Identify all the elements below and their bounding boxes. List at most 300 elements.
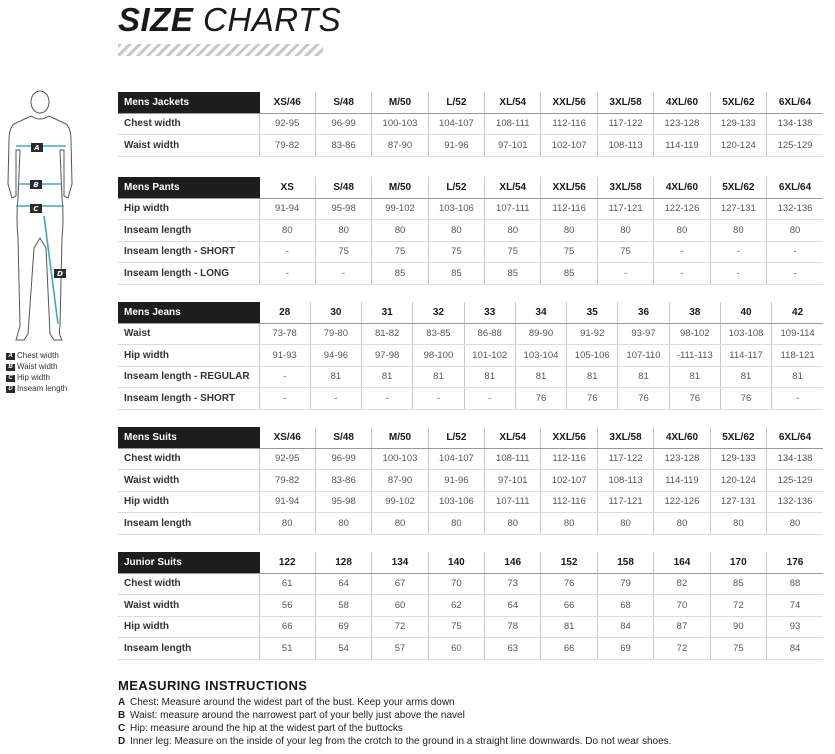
table-cell: 84 — [597, 616, 653, 638]
table-cell: 96-99 — [315, 448, 371, 470]
page-title — [118, 2, 341, 38]
table-cell: 103-106 — [428, 491, 484, 513]
title-hatch-decoration — [118, 44, 323, 56]
column-header: 6XL/64 — [767, 427, 823, 448]
table-cell: 98-100 — [413, 345, 464, 367]
column-header: 3XL/58 — [597, 92, 653, 113]
table-cell: 125-129 — [767, 470, 823, 492]
table-header-row — [118, 427, 823, 448]
row-label: Inseam length — [118, 638, 259, 660]
table-cell: 90 — [710, 616, 766, 638]
table-cell: 85 — [541, 263, 597, 285]
table-cell: 68 — [597, 595, 653, 617]
table-cell: 120-124 — [710, 135, 766, 157]
table-cell: 117-122 — [597, 113, 653, 135]
table-cell: 67 — [372, 573, 428, 595]
table-cell: 66 — [541, 595, 597, 617]
table-header-row — [118, 177, 823, 198]
row-label: Chest width — [118, 448, 259, 470]
table-cell: 83-86 — [315, 135, 371, 157]
marker-b: B — [33, 181, 39, 189]
table-cell: 134-138 — [767, 113, 823, 135]
column-header: 3XL/58 — [597, 177, 653, 198]
table-cell: 102-107 — [541, 135, 597, 157]
table-cell: 91-92 — [567, 323, 618, 345]
table-cell: 63 — [485, 638, 541, 660]
table-cell: 75 — [485, 241, 541, 263]
instruction-item — [118, 696, 818, 709]
table-cell: 85 — [485, 263, 541, 285]
table-cell: 74 — [767, 595, 823, 617]
column-header: 4XL/60 — [654, 177, 710, 198]
table-cell: 104-107 — [428, 113, 484, 135]
table-cell: 97-101 — [485, 470, 541, 492]
size-table-mens-suits — [118, 427, 823, 535]
column-header: 33 — [464, 302, 515, 323]
column-header: 5XL/62 — [710, 177, 766, 198]
table-cell: 80 — [767, 220, 823, 242]
instruction-key: C — [118, 723, 126, 734]
table-row — [118, 638, 823, 660]
table-cell: 81 — [772, 366, 823, 388]
table-cell: 103-104 — [515, 345, 566, 367]
column-header: XXL/56 — [541, 92, 597, 113]
instruction-text: Waist: measure around the narrowest part of your belly just above the navel — [130, 710, 465, 721]
table-cell: 80 — [315, 220, 371, 242]
instruction-text: Hip: measure around the hip at the widest part of the buttocks — [130, 723, 403, 734]
table-cell: 80 — [259, 220, 315, 242]
table-cell: 69 — [597, 638, 653, 660]
table-row — [118, 573, 823, 595]
instruction-item — [118, 709, 818, 722]
column-header: 40 — [720, 302, 771, 323]
table-cell: 80 — [428, 513, 484, 535]
table-header-row — [118, 302, 823, 323]
row-label: Waist — [118, 323, 259, 345]
table-cell: 81 — [310, 366, 361, 388]
table-cell: 91-94 — [259, 198, 315, 220]
table-cell: 81 — [413, 366, 464, 388]
column-header: L/52 — [428, 177, 484, 198]
table-cell: 69 — [315, 616, 371, 638]
legend-key: B — [6, 364, 15, 371]
row-label: Inseam length - LONG — [118, 263, 259, 285]
table-cell: 99-102 — [372, 491, 428, 513]
table-cell: 80 — [710, 220, 766, 242]
column-header: 146 — [485, 552, 541, 573]
table-cell: 100-103 — [372, 113, 428, 135]
table-cell: 108-113 — [597, 135, 653, 157]
table-cell: - — [767, 263, 823, 285]
table-cell: 89-90 — [515, 323, 566, 345]
table-cell: 117-121 — [597, 491, 653, 513]
table-cell: 80 — [372, 513, 428, 535]
table-cell: 103-108 — [720, 323, 771, 345]
table-cell: 80 — [654, 513, 710, 535]
table-cell: 97-101 — [485, 135, 541, 157]
column-header: 122 — [259, 552, 315, 573]
table-cell: 72 — [654, 638, 710, 660]
table-cell: 93-97 — [618, 323, 669, 345]
table-cell: 81 — [567, 366, 618, 388]
table-cell: 127-131 — [710, 198, 766, 220]
column-header: M/50 — [372, 427, 428, 448]
table-cell: 80 — [259, 513, 315, 535]
table-cell: 100-103 — [372, 448, 428, 470]
column-header: 5XL/62 — [710, 427, 766, 448]
table-cell: 129-133 — [710, 113, 766, 135]
table-cell: 76 — [515, 388, 566, 410]
legend-item — [6, 361, 67, 372]
table-cell: 98-102 — [669, 323, 720, 345]
column-header: XL/54 — [485, 427, 541, 448]
table-cell: 81 — [464, 366, 515, 388]
table-cell: 112-116 — [541, 448, 597, 470]
table-cell: 114-117 — [720, 345, 771, 367]
table-header-row — [118, 552, 823, 573]
table-cell: 91-96 — [428, 135, 484, 157]
column-header: XL/54 — [485, 177, 541, 198]
legend-key: A — [6, 353, 15, 360]
table-cell: 60 — [372, 595, 428, 617]
table-row — [118, 470, 823, 492]
page-title-bold: SIZE — [118, 1, 194, 38]
table-cell: 122-126 — [654, 198, 710, 220]
column-header: 4XL/60 — [654, 427, 710, 448]
table-cell: 75 — [428, 616, 484, 638]
column-header: 32 — [413, 302, 464, 323]
table-cell: 80 — [428, 220, 484, 242]
table-cell: 112-116 — [541, 113, 597, 135]
table-cell: 91-93 — [259, 345, 310, 367]
table-cell: 84 — [767, 638, 823, 660]
table-cell: - — [259, 366, 310, 388]
table-cell: 94-96 — [310, 345, 361, 367]
instructions-heading: MEASURING INSTRUCTIONS — [118, 678, 308, 693]
table-cell: 79-82 — [259, 470, 315, 492]
instruction-key: B — [118, 710, 126, 721]
table-cell: - — [772, 388, 823, 410]
table-cell: - — [310, 388, 361, 410]
table-cell: -111-113 — [669, 345, 720, 367]
table-cell: 107-110 — [618, 345, 669, 367]
table-cell: 58 — [315, 595, 371, 617]
table-cell: 132-136 — [767, 491, 823, 513]
table-cell: 134-138 — [767, 448, 823, 470]
table-row — [118, 220, 823, 242]
table-cell: 132-136 — [767, 198, 823, 220]
column-header: 31 — [362, 302, 413, 323]
row-label: Chest width — [118, 113, 259, 135]
table-cell: - — [464, 388, 515, 410]
table-cell: 80 — [541, 513, 597, 535]
column-header: 134 — [372, 552, 428, 573]
table-cell: 75 — [372, 241, 428, 263]
table-cell: 127-131 — [710, 491, 766, 513]
row-label: Chest width — [118, 573, 259, 595]
marker-a: A — [34, 144, 40, 152]
table-cell: - — [710, 241, 766, 263]
table-row — [118, 448, 823, 470]
table-cell: 75 — [315, 241, 371, 263]
column-header: 38 — [669, 302, 720, 323]
table-cell: 80 — [710, 513, 766, 535]
table-cell: 79-82 — [259, 135, 315, 157]
table-cell: 107-111 — [485, 198, 541, 220]
table-cell: 101-102 — [464, 345, 515, 367]
table-cell: 81 — [362, 366, 413, 388]
table-cell: 103-106 — [428, 198, 484, 220]
table-cell: 112-116 — [541, 198, 597, 220]
table-cell: 118-121 — [772, 345, 823, 367]
table-cell: 114-119 — [654, 135, 710, 157]
instruction-item — [118, 735, 818, 748]
table-cell: 64 — [315, 573, 371, 595]
legend-key: C — [6, 375, 15, 382]
column-header: S/48 — [315, 427, 371, 448]
table-cell: 96-99 — [315, 113, 371, 135]
column-header: S/48 — [315, 177, 371, 198]
table-cell: 80 — [767, 513, 823, 535]
table-cell: 62 — [428, 595, 484, 617]
column-header: 158 — [597, 552, 653, 573]
table-cell: 81 — [618, 366, 669, 388]
measuring-instructions — [118, 678, 818, 748]
column-header: 6XL/64 — [767, 177, 823, 198]
column-header: 164 — [654, 552, 710, 573]
table-cell: 123-128 — [654, 113, 710, 135]
column-header: 3XL/58 — [597, 427, 653, 448]
legend-item — [6, 383, 67, 394]
row-label: Inseam length - SHORT — [118, 241, 259, 263]
table-cell: 99-102 — [372, 198, 428, 220]
column-header: 128 — [315, 552, 371, 573]
row-label: Inseam length - REGULAR — [118, 366, 259, 388]
table-cell: 80 — [597, 220, 653, 242]
table-title: Mens Jeans — [118, 302, 259, 323]
table-cell: 91-96 — [428, 470, 484, 492]
column-header: L/52 — [428, 427, 484, 448]
table-cell: 108-113 — [597, 470, 653, 492]
column-header: 152 — [541, 552, 597, 573]
table-cell: 81 — [669, 366, 720, 388]
table-cell: - — [315, 263, 371, 285]
size-table-junior-suits — [118, 552, 823, 660]
table-cell: 54 — [315, 638, 371, 660]
table-row — [118, 491, 823, 513]
column-header: 140 — [428, 552, 484, 573]
table-cell: 76 — [618, 388, 669, 410]
legend-key: D — [6, 386, 15, 393]
row-label: Waist width — [118, 595, 259, 617]
instruction-text: Chest: Measure around the widest part of the bust. Keep your arms down — [130, 697, 455, 708]
table-row — [118, 616, 823, 638]
table-row — [118, 513, 823, 535]
table-cell: 108-111 — [485, 448, 541, 470]
table-cell: 83-86 — [315, 470, 371, 492]
table-cell: 93 — [767, 616, 823, 638]
table-cell: 72 — [372, 616, 428, 638]
row-label: Hip width — [118, 345, 259, 367]
table-cell: - — [767, 241, 823, 263]
instruction-text: Inner leg: Measure on the inside of your leg from the crotch to the ground in a straight line downwards. Do not wear shoes. — [130, 736, 672, 747]
table-title: Mens Pants — [118, 177, 259, 198]
column-header: M/50 — [372, 177, 428, 198]
table-cell: 80 — [541, 220, 597, 242]
table-header-row — [118, 92, 823, 113]
table-row — [118, 113, 823, 135]
table-cell: 107-111 — [485, 491, 541, 513]
table-cell: 92-95 — [259, 113, 315, 135]
table-cell: - — [597, 263, 653, 285]
table-cell: - — [259, 388, 310, 410]
table-cell: 80 — [485, 513, 541, 535]
table-cell: 57 — [372, 638, 428, 660]
table-cell: 112-116 — [541, 491, 597, 513]
table-cell: 75 — [541, 241, 597, 263]
table-row — [118, 263, 823, 285]
table-cell: - — [654, 263, 710, 285]
table-cell: 72 — [710, 595, 766, 617]
table-cell: 75 — [428, 241, 484, 263]
column-header: 42 — [772, 302, 823, 323]
table-cell: 87-90 — [372, 470, 428, 492]
table-cell: 80 — [485, 220, 541, 242]
table-cell: 80 — [315, 513, 371, 535]
table-cell: 80 — [597, 513, 653, 535]
column-header: XS/46 — [259, 92, 315, 113]
table-cell: 60 — [428, 638, 484, 660]
row-label: Inseam length — [118, 220, 259, 242]
column-header: S/48 — [315, 92, 371, 113]
table-cell: 104-107 — [428, 448, 484, 470]
marker-c: C — [33, 205, 39, 213]
table-cell: - — [259, 263, 315, 285]
column-header: 34 — [515, 302, 566, 323]
column-header: 28 — [259, 302, 310, 323]
table-cell: 80 — [372, 220, 428, 242]
row-label: Hip width — [118, 491, 259, 513]
table-cell: 123-128 — [654, 448, 710, 470]
column-header: 170 — [710, 552, 766, 573]
table-cell: 92-95 — [259, 448, 315, 470]
column-header: 6XL/64 — [767, 92, 823, 113]
table-cell: 81 — [515, 366, 566, 388]
table-cell: 95-98 — [315, 198, 371, 220]
table-cell: 117-122 — [597, 448, 653, 470]
table-cell: 76 — [567, 388, 618, 410]
column-header: XS/46 — [259, 427, 315, 448]
table-cell: 87-90 — [372, 135, 428, 157]
instruction-key: D — [118, 736, 126, 747]
table-cell: 83-85 — [413, 323, 464, 345]
instruction-item — [118, 722, 818, 735]
table-row — [118, 345, 823, 367]
table-row — [118, 241, 823, 263]
column-header: 5XL/62 — [710, 92, 766, 113]
legend-label: Hip width — [17, 373, 50, 382]
table-cell: - — [654, 241, 710, 263]
table-row — [118, 388, 823, 410]
legend-label: Waist width — [17, 362, 58, 371]
table-cell: 129-133 — [710, 448, 766, 470]
table-cell: 109-114 — [772, 323, 823, 345]
table-cell: 82 — [654, 573, 710, 595]
table-cell: 108-111 — [485, 113, 541, 135]
table-row — [118, 198, 823, 220]
table-cell: 125-129 — [767, 135, 823, 157]
table-title: Mens Suits — [118, 427, 259, 448]
table-cell: 85 — [428, 263, 484, 285]
row-label: Hip width — [118, 616, 259, 638]
table-cell: 88 — [767, 573, 823, 595]
table-cell: 105-106 — [567, 345, 618, 367]
table-cell: 79-80 — [310, 323, 361, 345]
size-table-mens-jeans — [118, 302, 823, 410]
row-label: Waist width — [118, 470, 259, 492]
legend-item — [6, 372, 67, 383]
table-cell: 78 — [485, 616, 541, 638]
table-cell: 81-82 — [362, 323, 413, 345]
row-label: Inseam length — [118, 513, 259, 535]
table-title: Junior Suits — [118, 552, 259, 573]
table-cell: 75 — [597, 241, 653, 263]
column-header: 30 — [310, 302, 361, 323]
table-cell: 87 — [654, 616, 710, 638]
table-cell: 75 — [710, 638, 766, 660]
row-label: Hip width — [118, 198, 259, 220]
table-cell: 79 — [597, 573, 653, 595]
legend-item — [6, 350, 67, 361]
column-header: 35 — [567, 302, 618, 323]
table-cell: 73 — [485, 573, 541, 595]
table-cell: - — [259, 241, 315, 263]
marker-d: D — [57, 270, 63, 278]
table-cell: 70 — [654, 595, 710, 617]
table-cell: 85 — [710, 573, 766, 595]
table-row — [118, 595, 823, 617]
table-cell: 64 — [485, 595, 541, 617]
column-header: XXL/56 — [541, 177, 597, 198]
table-cell: 80 — [654, 220, 710, 242]
table-cell: 51 — [259, 638, 315, 660]
table-cell: 81 — [541, 616, 597, 638]
size-table-mens-jackets — [118, 92, 823, 157]
table-row — [118, 366, 823, 388]
column-header: XXL/56 — [541, 427, 597, 448]
page-title-light: CHARTS — [203, 1, 342, 38]
legend-label: Inseam length — [17, 384, 68, 393]
table-cell: 76 — [669, 388, 720, 410]
table-cell: 76 — [541, 573, 597, 595]
table-cell: 114-119 — [654, 470, 710, 492]
column-header: M/50 — [372, 92, 428, 113]
table-cell: - — [413, 388, 464, 410]
measurement-legend — [6, 350, 67, 394]
table-cell: 97-98 — [362, 345, 413, 367]
table-cell: 66 — [541, 638, 597, 660]
column-header: 176 — [767, 552, 823, 573]
table-cell: 120-124 — [710, 470, 766, 492]
instruction-key: A — [118, 697, 126, 708]
column-header: 36 — [618, 302, 669, 323]
table-cell: 102-107 — [541, 470, 597, 492]
table-cell: 95-98 — [315, 491, 371, 513]
table-cell: 81 — [720, 366, 771, 388]
table-cell: 122-126 — [654, 491, 710, 513]
size-table-mens-pants — [118, 177, 823, 285]
table-cell: 85 — [372, 263, 428, 285]
